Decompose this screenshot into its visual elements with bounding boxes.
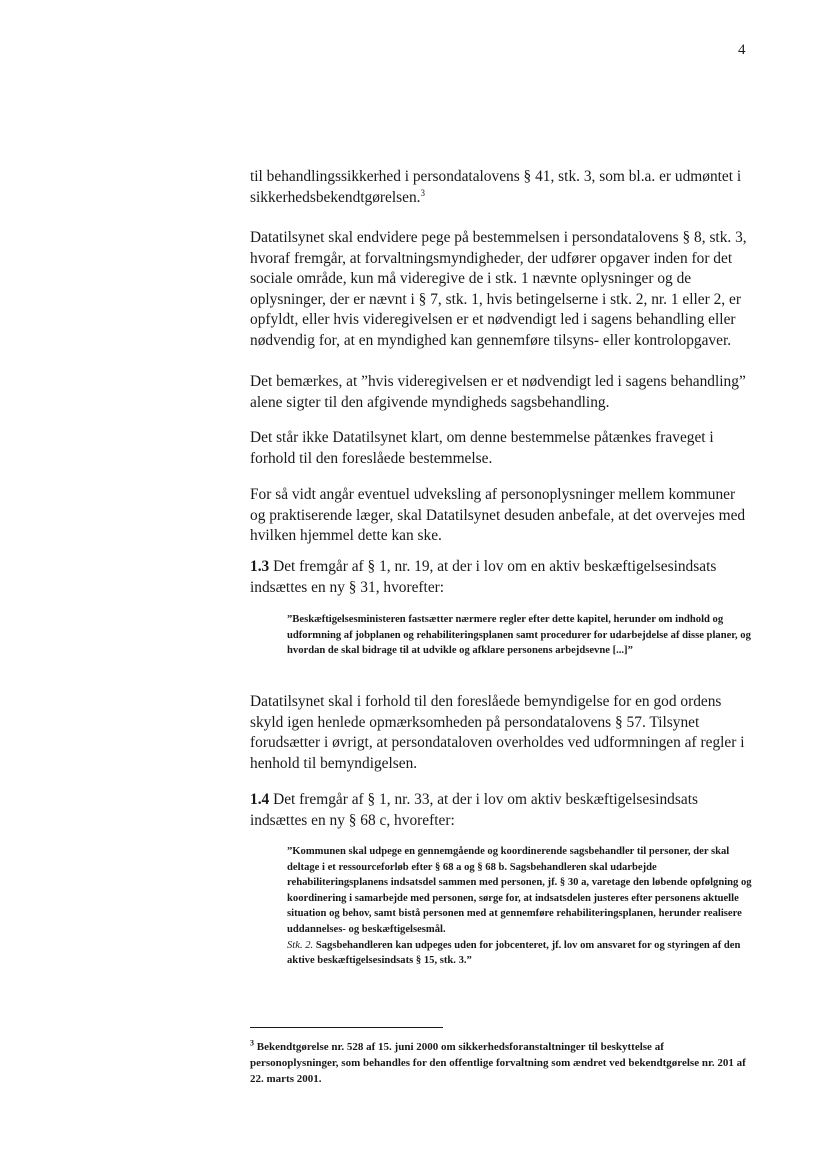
- quote-2: [287, 844, 753, 969]
- footnote-reference: 3: [420, 187, 426, 198]
- footnote: [250, 1039, 750, 1087]
- quote-2-text: ”Kommunen skal udpege en gennemgående og koordinerende sagsbehandler til personer, der skal deltage i et ressourceforløb efter § 68 a og § 68 b. Sagsbehandleren skal udarbejde rehabiliteringsplanens indsatsdel sammen med personen, jf. § 30 a, varetage den løbende opfølgning og koordinering i samarbejde med personen, sørge for, at indsatsdelen justeres efter personens aktuelle situation og behov, samt bistå personen med at gennemføre rehabiliteringsplanen, herunder realisere uddannelses- og beskæftigelsesmål.: [287, 846, 752, 935]
- paragraph-4: Det står ikke Datatilsynet klart, om denne bestemmelse påtænkes fraveget i forhold til den foreslåede bestemmelse.: [250, 429, 714, 467]
- section-1-3-text: Det fremgår af § 1, nr. 19, at der i lov om en aktiv beskæftigelsesindsats indsættes en ny § 31, hvorefter:: [250, 558, 717, 596]
- paragraph-2: Datatilsynet skal endvidere pege på bestemmelsen i persondatalovens § 8, stk. 3, hvoraf fremgår, at forvaltningsmyndigheder, der udfører opgaver inden for det sociale område, kun må videregive de i stk. 1 nævnte oplysninger og de oplysninger, der er nævnt i § 7, stk. 1, hvis betingelserne i stk. 2, nr. 1 eller 2, er opfyldt, eller hvis videregivelsen er et nødvendigt led i sagens behandling eller nødvendig for, at en myndighed kan gennemføre tilsyns- eller kontrolopgaver.: [250, 229, 747, 349]
- paragraph-5: For så vidt angår eventuel udveksling af personoplysninger mellem kommuner og praktiserende læger, skal Datatilsynet desuden anbefale, at det overvejes med hvilken hjemmel dette kan ske.: [250, 486, 746, 544]
- quote-2-stk-text: Sagsbehandleren kan udpeges uden for jobcenteret, jf. lov om ansvaret for og styringen af den aktive beskæftigelsesindsats § 15, stk. 3.”: [287, 939, 741, 967]
- section-1-4-text: Det fremgår af § 1, nr. 33, at der i lov om aktiv beskæftigelsesindsats indsættes en ny § 68 c, hvorefter:: [250, 791, 698, 829]
- footnote-text: Bekendtgørelse nr. 528 af 15. juni 2000 om sikkerhedsforanstaltninger til beskyttelse af personoplysninger, som behandles for den offentlige forvaltning som ændret ved bekendtgørelse nr. 201 af 22. marts 2001.: [250, 1041, 746, 1085]
- section-1-3-number: 1.3: [250, 558, 270, 575]
- paragraph-6: Datatilsynet skal i forhold til den foreslåede bemyndigelse for en god ordens skyld igen henlede opmærksomheden på persondatalovens § 57. Tilsynet forudsætter i øvrigt, at persondataloven overholdes ved udformningen af regler i henhold til bemyndigelsen.: [250, 693, 745, 772]
- section-1-4-number: 1.4: [250, 791, 270, 808]
- page-number: 4: [738, 42, 746, 58]
- paragraph-1: [250, 167, 752, 208]
- paragraph-1-text: til behandlingssikkerhed i persondatalovens § 41, stk. 3, som bl.a. er udmøntet i sikkerhedsbekendtgørelsen.: [250, 168, 742, 206]
- section-1-3: [250, 557, 752, 598]
- quote-1: ”Beskæftigelsesministeren fastsætter nærmere regler efter dette kapitel, herunder om indhold og udformning af jobplanen og rehabiliteringsplanen samt procedurer for udarbejdelse af disse planer, og hvordan de skal bidrage til at udvikle og afklare personens arbejdsevne [...]”: [287, 614, 751, 657]
- footnote-marker: 3: [250, 1038, 254, 1048]
- quote-2-stk-label: Stk. 2.: [287, 939, 314, 951]
- footnote-divider: [250, 1027, 443, 1028]
- section-1-4: [250, 790, 752, 831]
- paragraph-3: Det bemærkes, at ”hvis videregivelsen er et nødvendigt led i sagens behandling” alene sigter til den afgivende myndigheds sagsbehandling.: [250, 373, 746, 411]
